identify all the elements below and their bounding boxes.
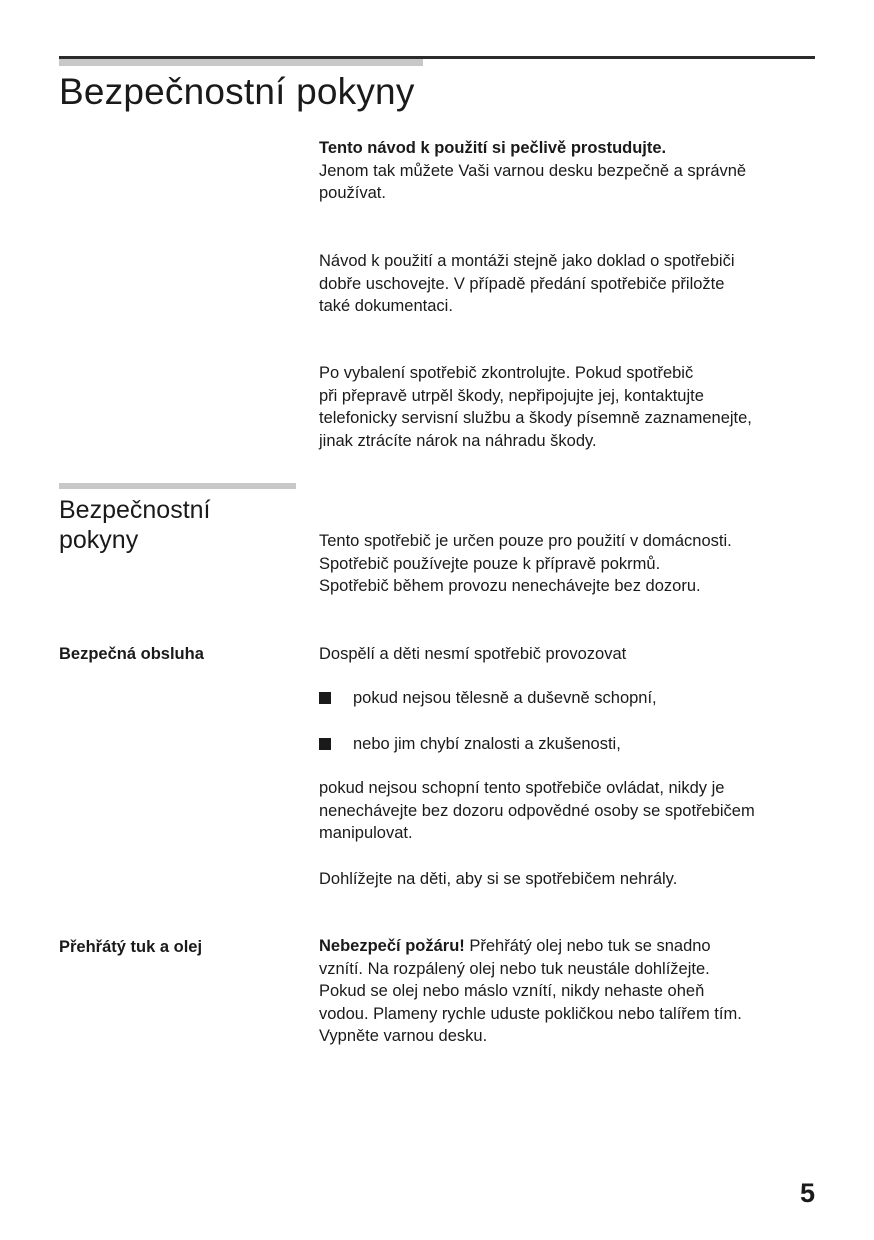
intro-paragraph-1 — [319, 137, 819, 205]
bullet-item: pokud nejsou tělesně a duševně schopní, — [319, 687, 819, 709]
safe-operation-line: nenechávejte bez dozoru odpovědné osoby se spotřebičem — [319, 801, 755, 820]
fire-warning: Nebezpečí požáru! — [319, 937, 465, 955]
safety-line: Tento spotřebič je určen pouze pro použití v domácnosti. — [319, 532, 732, 550]
intro-line: používat. — [319, 184, 386, 202]
intro-line: telefonicky servisní službu a škody písemně zaznamenejte, — [319, 409, 752, 427]
section-accent-bar — [59, 483, 296, 489]
overheated-line: vodou. Plameny rychle uduste pokličkou nebo talířem tím. — [319, 1004, 742, 1023]
section-title: Bezpečnostní pokyny — [59, 496, 211, 554]
safe-operation-intro: Dospělí a děti nesmí spotřebič provozovat — [319, 645, 627, 663]
overheated-fat-paragraph: Nebezpečí požáru! Přehřátý olej nebo tuk se snadno vznítí. Na rozpálený olej nebo tuk neustále dohlížejte. Pokud se olej nebo máslo vznítí, nikdy nehaste oheň vodou. Plameny rychle uduste pokličkou nebo talířem tím. Vypněte varnou desku. — [319, 937, 742, 1045]
safe-operation-line: pokud nejsou schopní tento spotřebiče ovládat, nikdy je — [319, 779, 725, 797]
intro-line: Jenom tak můžete Vaši varnou desku bezpečně a správně — [319, 161, 747, 180]
square-bullet-icon — [319, 738, 331, 750]
overheated-line: Vypněte varnou desku. — [319, 1027, 488, 1045]
intro-line: při přepravě utrpěl škody, nepřipojujte jej, kontaktujte — [319, 386, 704, 405]
safety-paragraph — [319, 530, 819, 598]
overheated-fat-label: Přehřátý tuk a olej — [59, 938, 203, 956]
page-number: 5 — [799, 1178, 815, 1208]
intro-line: dobře uschovejte. V případě předání spotřebiče přiložte — [319, 274, 725, 293]
intro-paragraph-3 — [319, 362, 819, 452]
intro-line: Po vybalení spotřebič zkontrolujte. Pokud spotřebič — [319, 364, 694, 382]
page-title: Bezpečnostní pokyny — [59, 71, 415, 112]
overheated-line: vznítí. Na rozpálený olej nebo tuk neustále dohlížejte. — [319, 959, 710, 978]
intro-line: Návod k použití a montáži stejně jako doklad o spotřebiči — [319, 252, 735, 270]
intro-line: jinak ztrácíte nárok na náhradu škody. — [319, 431, 597, 450]
overheated-line: Pokud se olej nebo máslo vznítí, nikdy nehaste oheň — [319, 982, 705, 1000]
bullet-item: nebo jim chybí znalosti a zkušenosti, — [319, 733, 819, 755]
safety-line: Spotřebič používejte pouze k přípravě pokrmů. — [319, 554, 661, 573]
intro-bold-line: Tento návod k použití si pečlivě prostudujte. — [319, 139, 667, 157]
safe-operation-line: manipulovat. — [319, 824, 413, 842]
header-accent-bar — [59, 59, 423, 66]
safe-operation-paragraph-2 — [319, 777, 819, 845]
square-bullet-icon — [319, 692, 331, 704]
safe-operation-paragraph-3: Dohlížejte na děti, aby si se spotřebičem nehrály. — [319, 870, 678, 888]
safe-operation-label: Bezpečná obsluha — [59, 645, 204, 663]
safety-line: Spotřebič během provozu nenechávejte bez dozoru. — [319, 577, 701, 595]
intro-line: také dokumentaci. — [319, 297, 453, 315]
intro-paragraph-2 — [319, 250, 819, 318]
